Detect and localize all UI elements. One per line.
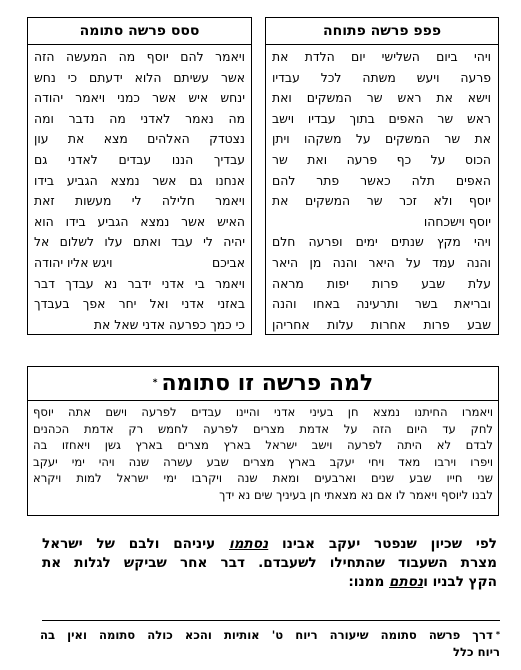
text-line: וישא את ראש שר המשקים ואת (272, 90, 491, 106)
text-line: יוסף ולא זכר שר המשקים את (272, 193, 491, 209)
closed-gap-line (34, 253, 245, 274)
main-question-title (28, 367, 498, 401)
text-line: הכוס על כף פרעה ואת שר (272, 151, 491, 167)
text-line: ויאמרו החיתנו נמצא חן בעיני אדני והיינו עבדים לפרעה וישם אתה יוסף (33, 405, 493, 419)
text-line: באזני אדני ואל יחר אפך בעבדך (34, 296, 245, 312)
text-line: כי כמך כפרעה אדני שאל את (93, 316, 245, 332)
text-segment: לפי שכיון שנפטר יעקב אבינו (268, 536, 497, 552)
text-line: אנחנו גם אשר נמצא הגביע בידו (34, 172, 245, 188)
text-line: האיש אשר נמצא הגביע בידו הוא (34, 213, 245, 229)
text-line: נצטדק האלהים מצא את עון (34, 131, 245, 147)
text-segment: עיניהם ולבם של ישראל (42, 536, 230, 552)
text-line: את שר המשקים על משקהו ויתן (272, 131, 491, 147)
text-line: יהיה לי עבד ואתם עלו לשלום אל (34, 234, 245, 250)
text-line: יוסף וישכחהו (423, 213, 491, 229)
text-line: ראש שר האפים בתוך עבדיו וישב (272, 110, 491, 126)
text-line: האפים תלה כאשר פתר להם (272, 172, 491, 188)
footnote-marker: * (152, 378, 158, 388)
text-line: עבדיך הננו עבדים לאדני גם (34, 151, 245, 167)
text-segment: ויגש אליו יהודה (34, 254, 113, 270)
footnote (40, 627, 500, 660)
text-line: ובריאת בשר ותרעינה באחו והנה (272, 296, 491, 312)
main-title-text: למה פרשה זו סתומה (161, 371, 374, 396)
text-line: ויפרו וירבו מאד ויחי יעקב בארץ מצרים שבע עשרה שנה ויהי ימי יעקב (33, 454, 493, 469)
text-line: ויהי ביום השלישי יום הלדת את (272, 49, 491, 64)
text-segment: ממנו: (348, 574, 390, 591)
conclusion-line (42, 535, 497, 554)
closed-parasha-title: ססס פרשה סתומה (28, 18, 251, 45)
emphasized-word: נסתם (389, 574, 424, 591)
text-line: מה נאמר לאדני מה נדבר ומה (34, 110, 245, 126)
footnote-divider (42, 620, 500, 621)
text-line: ויאמר בי אדני ידבר נא עבדך דבר (34, 275, 245, 291)
text-line: עלת שבע פרות יפות מראה (272, 275, 491, 291)
footnote-marker: * (495, 630, 500, 639)
text-line: ינחש איש אשר כמני ויאמר יהודה (34, 90, 245, 106)
text-segment: הקץ לבניו ו (423, 574, 497, 591)
text-segment: דרך פרשה סתומה שיעורה ריוח ט' אותיות והכא כולה סתומה ואין בה (40, 628, 493, 642)
text-line: שני חייו שבע שנים וארבעים ומאת שנה ויקרבו ימי ישראל למות ויקרא (33, 471, 493, 486)
conclusion-line (42, 573, 497, 592)
closed-parasha-box (27, 17, 252, 335)
text-line: ויאמר להם יוסף מה המעשה הזה (34, 49, 245, 64)
main-question-box (27, 366, 499, 516)
text-line: לבדם לא היתה לפרעה וישב ישראל בארץ מצרים בארץ גשן ויאחזו בה (33, 438, 493, 453)
footnote-line: ריוח כלל (453, 644, 500, 659)
conclusion-paragraph (42, 535, 497, 593)
text-line: אשר עשיתם הלוא ידעתם כי נחש (34, 69, 245, 85)
text-line: לבנו ליוסף ויאמר לו אם נא מצאתי חן בעיניך שים נא ידך (219, 487, 493, 502)
open-parasha-title: פפפ פרשה פתוחה (266, 18, 498, 45)
text-line: והנה עמד על היאר והנה מן היאר (272, 254, 491, 270)
text-segment: אביכם (212, 254, 245, 270)
text-line: פרעה ויעש משתה לכל עבדיו (272, 69, 491, 85)
emphasized-word: נסתמו (229, 536, 269, 552)
open-parasha-text (266, 45, 498, 335)
text-line: לחק עד היום הזה על אדמת מצרים לפרעה לחמש רק אדמת הכהנים (33, 421, 493, 436)
conclusion-line: מצרת השעבוד שהתחילו לשעבדם. דבר אחר שביקש לגלות את (42, 555, 497, 572)
open-parasha-box (265, 17, 499, 335)
footnote-line (40, 627, 500, 644)
text-line: שבע פרות אחרות עלות אחריהן (272, 316, 491, 332)
main-question-text (28, 401, 498, 504)
closed-parasha-text (28, 45, 251, 335)
text-line: ויאמר חלילה לי מעשות זאת (34, 193, 245, 209)
text-line: ויהי מקץ שנתים ימים ופרעה חלם (272, 234, 491, 250)
